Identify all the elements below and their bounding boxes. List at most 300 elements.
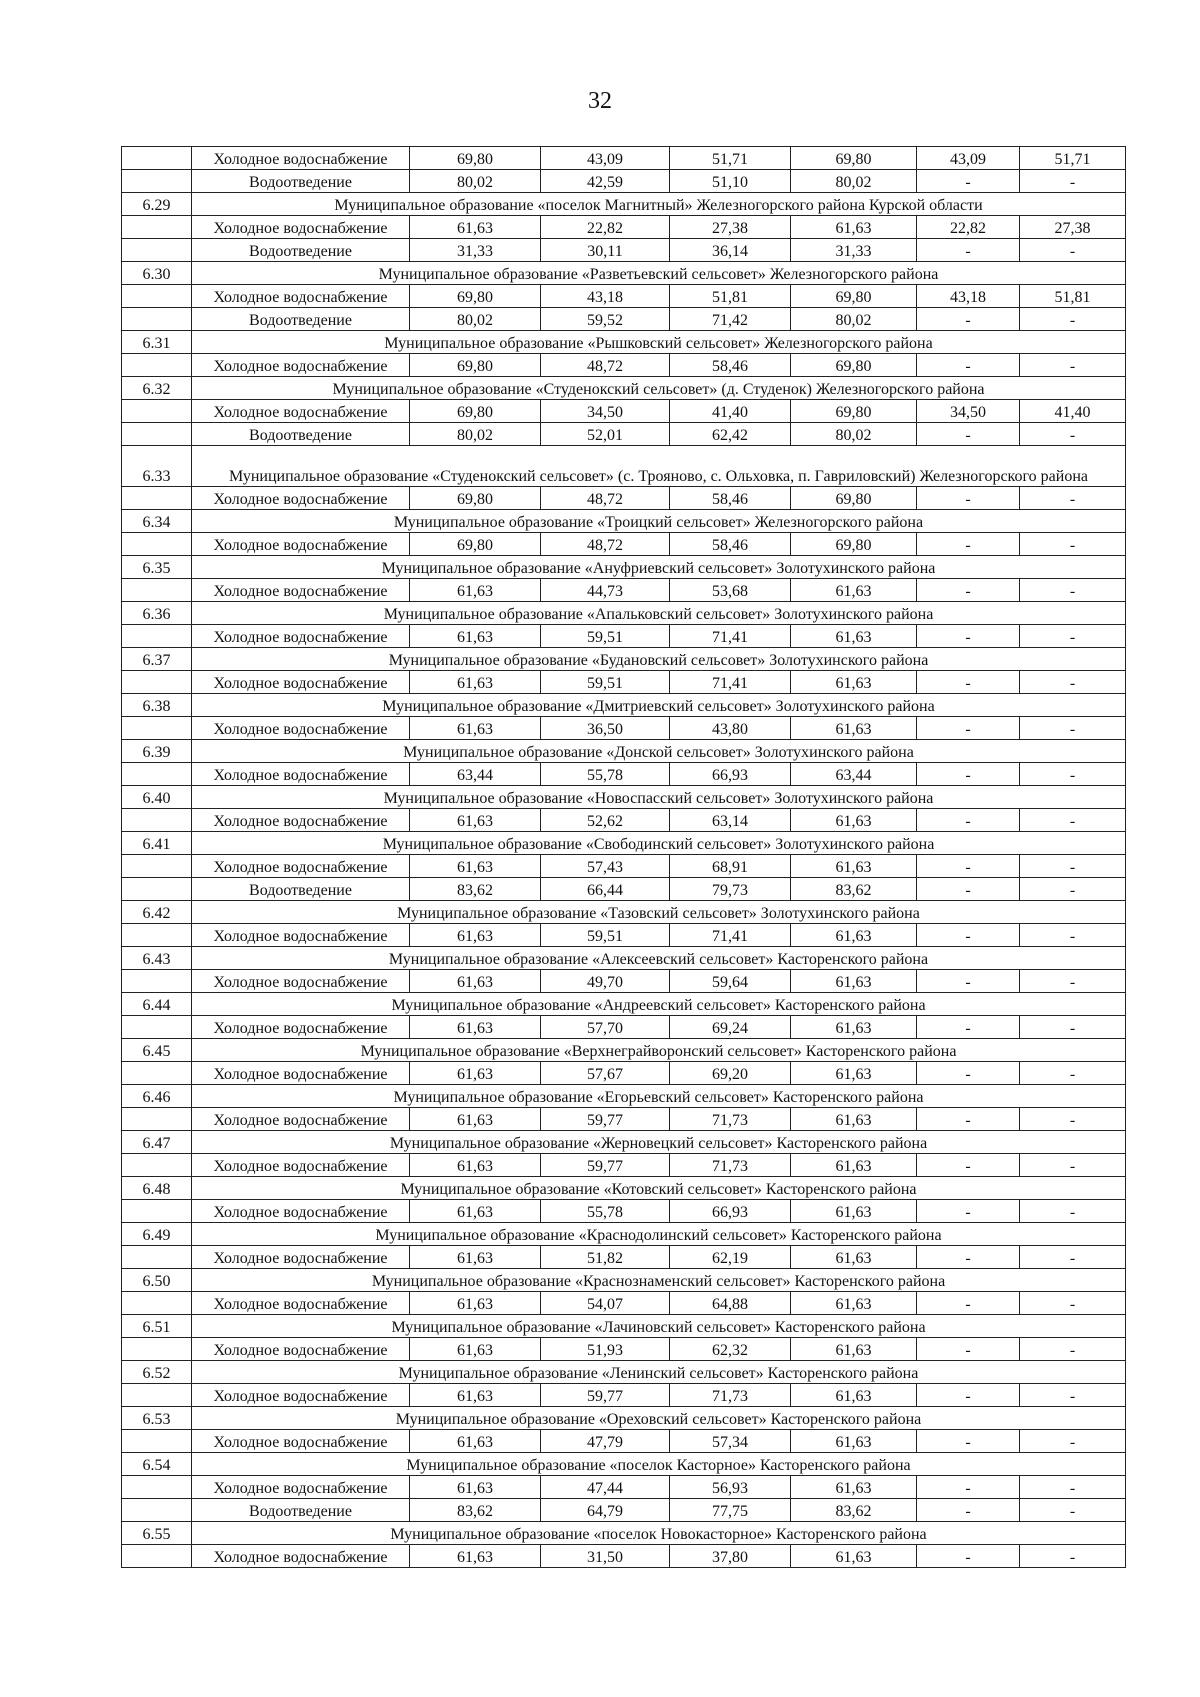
row-number — [122, 1430, 192, 1453]
tariff-value: - — [1020, 1545, 1126, 1568]
tariff-value: 58,46 — [670, 487, 791, 510]
tariff-value: 64,88 — [670, 1292, 791, 1315]
tariff-value: 51,82 — [541, 1246, 670, 1269]
tariff-value: 83,62 — [791, 878, 917, 901]
municipality-row — [122, 832, 1126, 855]
tariff-value: 62,19 — [670, 1246, 791, 1269]
tariff-value: 61,63 — [410, 809, 541, 832]
municipality-title: Муниципальное образование «Андреевский сельсовет» Касторенского района — [192, 993, 1126, 1016]
tariff-value: - — [1020, 1499, 1126, 1522]
table-row — [122, 717, 1126, 740]
tariff-value: 52,01 — [541, 423, 670, 446]
tariff-value: 61,63 — [410, 1200, 541, 1223]
tariff-value: 61,63 — [791, 855, 917, 878]
row-number — [122, 533, 192, 556]
tariff-value: 77,75 — [670, 1499, 791, 1522]
table-row — [122, 400, 1126, 423]
tariff-value: - — [917, 970, 1020, 993]
tariff-value: 80,02 — [410, 423, 541, 446]
tariff-value: 61,63 — [791, 671, 917, 694]
tariff-value: - — [1020, 878, 1126, 901]
tariff-value: 34,50 — [917, 400, 1020, 423]
table-row — [122, 1108, 1126, 1131]
tariff-value: 80,02 — [410, 170, 541, 193]
tariff-value: 61,63 — [410, 625, 541, 648]
tariff-value: 59,51 — [541, 625, 670, 648]
tariff-value: - — [1020, 487, 1126, 510]
tariff-value: - — [1020, 763, 1126, 786]
tariff-value: - — [1020, 717, 1126, 740]
municipality-row — [122, 1269, 1126, 1292]
municipality-title: Муниципальное образование «поселок Новокасторное» Касторенского района — [192, 1522, 1126, 1545]
tariff-value: 61,63 — [791, 1384, 917, 1407]
tariff-value: 83,62 — [410, 878, 541, 901]
service-name: Водоотведение — [192, 170, 410, 193]
tariff-value: 61,63 — [791, 1246, 917, 1269]
municipality-title: Муниципальное образование «Будановский сельсовет» Золотухинского района — [192, 648, 1126, 671]
tariff-value: 31,33 — [410, 239, 541, 262]
service-name: Холодное водоснабжение — [192, 763, 410, 786]
row-number: 6.39 — [122, 740, 192, 763]
row-number — [122, 1292, 192, 1315]
row-number — [122, 1108, 192, 1131]
tariff-value: 61,63 — [410, 671, 541, 694]
tariff-value: - — [917, 354, 1020, 377]
municipality-title: Муниципальное образование «Апальковский сельсовет» Золотухинского района — [192, 602, 1126, 625]
table-row — [122, 1476, 1126, 1499]
table-row — [122, 625, 1126, 648]
tariff-value: 61,63 — [791, 1108, 917, 1131]
tariff-value: - — [917, 533, 1020, 556]
tariff-value: 61,63 — [410, 1430, 541, 1453]
municipality-title: Муниципальное образование «поселок Магнитный» Железногорского района Курской области — [192, 193, 1126, 216]
row-number: 6.43 — [122, 947, 192, 970]
row-number: 6.29 — [122, 193, 192, 216]
tariff-value: - — [1020, 1384, 1126, 1407]
tariff-value: 61,63 — [791, 579, 917, 602]
table-row — [122, 579, 1126, 602]
tariff-value: 48,72 — [541, 533, 670, 556]
tariff-value: 61,63 — [410, 579, 541, 602]
tariff-value: - — [917, 763, 1020, 786]
tariff-value: - — [917, 924, 1020, 947]
municipality-title: Муниципальное образование «Ленинский сельсовет» Касторенского района — [192, 1361, 1126, 1384]
tariff-value: 31,33 — [791, 239, 917, 262]
tariff-value: 64,79 — [541, 1499, 670, 1522]
municipality-row — [122, 262, 1126, 285]
municipality-title: Муниципальное образование «Алексеевский сельсовет» Касторенского района — [192, 947, 1126, 970]
tariff-value: - — [1020, 1200, 1126, 1223]
tariff-value: 69,80 — [410, 285, 541, 308]
row-number — [122, 625, 192, 648]
tariff-value: - — [917, 878, 1020, 901]
service-name: Холодное водоснабжение — [192, 533, 410, 556]
tariff-value: 42,59 — [541, 170, 670, 193]
tariff-value: 36,50 — [541, 717, 670, 740]
table-row — [122, 239, 1126, 262]
tariff-value: - — [1020, 1246, 1126, 1269]
service-name: Холодное водоснабжение — [192, 1384, 410, 1407]
row-number — [122, 354, 192, 377]
service-name: Водоотведение — [192, 239, 410, 262]
tariff-value: 69,20 — [670, 1062, 791, 1085]
tariff-value: 63,14 — [670, 809, 791, 832]
service-name: Водоотведение — [192, 308, 410, 331]
tariff-value: 69,80 — [410, 487, 541, 510]
tariff-value: 69,24 — [670, 1016, 791, 1039]
municipality-title: Муниципальное образование «Свободинский сельсовет» Золотухинского района — [192, 832, 1126, 855]
tariff-value: 61,63 — [410, 1154, 541, 1177]
tariff-value: - — [1020, 239, 1126, 262]
tariff-value: 61,63 — [410, 216, 541, 239]
tariff-value: 30,11 — [541, 239, 670, 262]
table-row — [122, 170, 1126, 193]
table-row — [122, 1062, 1126, 1085]
tariff-value: 59,77 — [541, 1384, 670, 1407]
service-name: Холодное водоснабжение — [192, 1476, 410, 1499]
tariff-value: 71,73 — [670, 1384, 791, 1407]
service-name: Холодное водоснабжение — [192, 855, 410, 878]
service-name: Холодное водоснабжение — [192, 671, 410, 694]
tariff-value: 44,73 — [541, 579, 670, 602]
tariff-value: 61,63 — [791, 1476, 917, 1499]
tariff-value: 69,80 — [791, 354, 917, 377]
row-number — [122, 763, 192, 786]
municipality-title: Муниципальное образование «Лачиновский сельсовет» Касторенского района — [192, 1315, 1126, 1338]
tariff-value: 57,67 — [541, 1062, 670, 1085]
page-number: 32 — [588, 88, 612, 114]
municipality-title: Муниципальное образование «Новоспасский сельсовет» Золотухинского района — [192, 786, 1126, 809]
tariff-value: 83,62 — [410, 1499, 541, 1522]
tariff-value: 63,44 — [791, 763, 917, 786]
tariff-value: - — [917, 308, 1020, 331]
tariff-value: 83,62 — [791, 1499, 917, 1522]
service-name: Холодное водоснабжение — [192, 147, 410, 170]
service-name: Холодное водоснабжение — [192, 1545, 410, 1568]
municipality-title: Муниципальное образование «Краснодолинский сельсовет» Касторенского района — [192, 1223, 1126, 1246]
tariff-value: - — [1020, 671, 1126, 694]
tariff-value: 43,18 — [917, 285, 1020, 308]
row-number: 6.32 — [122, 377, 192, 400]
tariff-value: 61,63 — [410, 1246, 541, 1269]
municipality-title: Муниципальное образование «Разветьевский сельсовет» Железногорского района — [192, 262, 1126, 285]
row-number — [122, 308, 192, 331]
tariff-value: 61,63 — [791, 1545, 917, 1568]
row-number — [122, 970, 192, 993]
table-row — [122, 147, 1126, 170]
tariff-value: 61,63 — [410, 1384, 541, 1407]
tariff-value: 58,46 — [670, 533, 791, 556]
municipality-row — [122, 377, 1126, 400]
tariff-value: 61,63 — [791, 1016, 917, 1039]
municipality-title: Муниципальное образование «Верхнеграйворонский сельсовет» Касторенского района — [192, 1039, 1126, 1062]
tariff-value: - — [917, 671, 1020, 694]
tariff-value: - — [917, 579, 1020, 602]
tariff-value: - — [917, 1384, 1020, 1407]
tariff-value: 43,18 — [541, 285, 670, 308]
tariff-value: 80,02 — [791, 170, 917, 193]
table-row — [122, 533, 1126, 556]
municipality-row — [122, 510, 1126, 533]
tariff-value: - — [1020, 1108, 1126, 1131]
tariff-value: 49,70 — [541, 970, 670, 993]
service-name: Холодное водоснабжение — [192, 1200, 410, 1223]
tariff-value: - — [917, 170, 1020, 193]
tariff-value: 69,80 — [410, 354, 541, 377]
tariff-value: 41,40 — [1020, 400, 1126, 423]
tariff-value: 22,82 — [541, 216, 670, 239]
tariff-value: - — [917, 1062, 1020, 1085]
tariff-value: 57,43 — [541, 855, 670, 878]
municipality-row — [122, 1039, 1126, 1062]
row-number — [122, 1384, 192, 1407]
tariff-value: 63,44 — [410, 763, 541, 786]
tariff-value: - — [1020, 855, 1126, 878]
tariff-value: 61,63 — [791, 970, 917, 993]
row-number: 6.55 — [122, 1522, 192, 1545]
service-name: Холодное водоснабжение — [192, 924, 410, 947]
tariff-value: 66,93 — [670, 763, 791, 786]
row-number — [122, 216, 192, 239]
municipality-row — [122, 1177, 1126, 1200]
municipality-title: Муниципальное образование «Студенокский сельсовет» (с. Трояново, с. Ольховка, п. Гавриловский) Железногорского района — [192, 446, 1126, 487]
municipality-title: Муниципальное образование «Тазовский сельсовет» Золотухинского района — [192, 901, 1126, 924]
municipality-title: Муниципальное образование «Рышковский сельсовет» Железногорского района — [192, 331, 1126, 354]
tariff-value: - — [917, 487, 1020, 510]
row-number: 6.47 — [122, 1131, 192, 1154]
row-number — [122, 1246, 192, 1269]
service-name: Холодное водоснабжение — [192, 1338, 410, 1361]
row-number: 6.42 — [122, 901, 192, 924]
municipality-title: Муниципальное образование «Донской сельсовет» Золотухинского района — [192, 740, 1126, 763]
row-number: 6.36 — [122, 602, 192, 625]
tariff-value: 62,42 — [670, 423, 791, 446]
tariff-value: 66,93 — [670, 1200, 791, 1223]
tariff-value: 53,68 — [670, 579, 791, 602]
tariff-value: - — [917, 1430, 1020, 1453]
tariff-value: 59,64 — [670, 970, 791, 993]
row-number: 6.49 — [122, 1223, 192, 1246]
municipality-row — [122, 1315, 1126, 1338]
row-number — [122, 487, 192, 510]
tariff-value: 51,93 — [541, 1338, 670, 1361]
row-number: 6.50 — [122, 1269, 192, 1292]
tariff-value: - — [917, 423, 1020, 446]
service-name: Холодное водоснабжение — [192, 1154, 410, 1177]
row-number — [122, 400, 192, 423]
service-name: Водоотведение — [192, 423, 410, 446]
tariff-value: 51,71 — [670, 147, 791, 170]
municipality-title: Муниципальное образование «Дмитриевский сельсовет» Золотухинского района — [192, 694, 1126, 717]
tariff-value: 48,72 — [541, 354, 670, 377]
tariff-value: - — [917, 1476, 1020, 1499]
service-name: Холодное водоснабжение — [192, 1430, 410, 1453]
tariff-value: 51,10 — [670, 170, 791, 193]
service-name: Водоотведение — [192, 878, 410, 901]
tariff-value: - — [1020, 924, 1126, 947]
service-name: Холодное водоснабжение — [192, 1246, 410, 1269]
service-name: Холодное водоснабжение — [192, 1016, 410, 1039]
table-row — [122, 308, 1126, 331]
municipality-title: Муниципальное образование «Ануфриевский сельсовет» Золотухинского района — [192, 556, 1126, 579]
tariff-value: 69,80 — [791, 147, 917, 170]
table-row — [122, 1200, 1126, 1223]
table-row — [122, 285, 1126, 308]
row-number — [122, 1016, 192, 1039]
tariff-value: - — [917, 1154, 1020, 1177]
tariff-value: 61,63 — [410, 1108, 541, 1131]
tariff-value: - — [1020, 1430, 1126, 1453]
tariff-value: - — [917, 1016, 1020, 1039]
tariff-value: - — [1020, 308, 1126, 331]
service-name: Холодное водоснабжение — [192, 354, 410, 377]
table-row — [122, 671, 1126, 694]
tariff-value: 34,50 — [541, 400, 670, 423]
tariff-value: 61,63 — [410, 970, 541, 993]
row-number: 6.44 — [122, 993, 192, 1016]
tariff-value: 27,38 — [1020, 216, 1126, 239]
tariff-value: 61,63 — [791, 717, 917, 740]
service-name: Холодное водоснабжение — [192, 1062, 410, 1085]
row-number — [122, 147, 192, 170]
service-name: Водоотведение — [192, 1499, 410, 1522]
municipality-row — [122, 694, 1126, 717]
tariff-value: 59,77 — [541, 1108, 670, 1131]
row-number — [122, 1476, 192, 1499]
row-number: 6.37 — [122, 648, 192, 671]
row-number — [122, 1154, 192, 1177]
municipality-title: Муниципальное образование «Ореховский сельсовет» Касторенского района — [192, 1407, 1126, 1430]
table-row — [122, 1016, 1126, 1039]
tariff-value: - — [917, 809, 1020, 832]
tariff-value: - — [1020, 170, 1126, 193]
tariff-value: 62,32 — [670, 1338, 791, 1361]
municipality-row — [122, 1522, 1126, 1545]
tariff-value: 36,14 — [670, 239, 791, 262]
table-row — [122, 1545, 1126, 1568]
row-number: 6.30 — [122, 262, 192, 285]
tariff-value: 47,44 — [541, 1476, 670, 1499]
municipality-row — [122, 556, 1126, 579]
row-number — [122, 878, 192, 901]
tariff-value: 61,63 — [791, 1154, 917, 1177]
municipality-row — [122, 1361, 1126, 1384]
tariff-value: 51,71 — [1020, 147, 1126, 170]
tariff-value: 68,91 — [670, 855, 791, 878]
municipality-row — [122, 740, 1126, 763]
tariff-value: 58,46 — [670, 354, 791, 377]
tariff-value: - — [1020, 1016, 1126, 1039]
row-number: 6.34 — [122, 510, 192, 533]
tariff-value: 69,80 — [410, 533, 541, 556]
municipality-title: Муниципальное образование «Жерновецкий сельсовет» Касторенского района — [192, 1131, 1126, 1154]
row-number — [122, 924, 192, 947]
tariff-value: 43,09 — [917, 147, 1020, 170]
table-row — [122, 809, 1126, 832]
tariff-value: - — [1020, 625, 1126, 648]
service-name: Холодное водоснабжение — [192, 285, 410, 308]
tariff-value: 43,80 — [670, 717, 791, 740]
tariff-value: 71,41 — [670, 924, 791, 947]
tariff-value: 31,50 — [541, 1545, 670, 1568]
tariff-value: 54,07 — [541, 1292, 670, 1315]
table-row — [122, 855, 1126, 878]
tariff-value: 59,77 — [541, 1154, 670, 1177]
table-row — [122, 1292, 1126, 1315]
tariff-value: - — [917, 1338, 1020, 1361]
tariff-value: 27,38 — [670, 216, 791, 239]
tariff-value: 61,63 — [410, 855, 541, 878]
tariff-value: - — [917, 239, 1020, 262]
tariff-value: - — [917, 717, 1020, 740]
tariff-value: 71,41 — [670, 625, 791, 648]
municipality-row — [122, 786, 1126, 809]
tariff-value: 61,63 — [410, 1545, 541, 1568]
tariff-value: 69,80 — [410, 400, 541, 423]
tariff-value: - — [917, 625, 1020, 648]
row-number: 6.54 — [122, 1453, 192, 1476]
tariff-value: 55,78 — [541, 763, 670, 786]
row-number — [122, 170, 192, 193]
table-row — [122, 878, 1126, 901]
row-number — [122, 1338, 192, 1361]
tariff-value: - — [917, 1499, 1020, 1522]
tariff-value: - — [1020, 1154, 1126, 1177]
municipality-row — [122, 1223, 1126, 1246]
table-row — [122, 763, 1126, 786]
tariff-value: 61,63 — [791, 1338, 917, 1361]
municipality-row — [122, 1085, 1126, 1108]
tariff-value: 71,73 — [670, 1154, 791, 1177]
row-number — [122, 579, 192, 602]
municipality-title: Муниципальное образование «Троицкий сельсовет» Железногорского района — [192, 510, 1126, 533]
row-number — [122, 285, 192, 308]
row-number: 6.38 — [122, 694, 192, 717]
row-number — [122, 1499, 192, 1522]
tariff-value: 69,80 — [791, 400, 917, 423]
table-row — [122, 354, 1126, 377]
municipality-row — [122, 993, 1126, 1016]
table-row — [122, 1338, 1126, 1361]
service-name: Холодное водоснабжение — [192, 216, 410, 239]
municipality-row — [122, 947, 1126, 970]
tariff-value: - — [1020, 579, 1126, 602]
service-name: Холодное водоснабжение — [192, 1292, 410, 1315]
row-number: 6.48 — [122, 1177, 192, 1200]
tariff-value: - — [917, 1200, 1020, 1223]
service-name: Холодное водоснабжение — [192, 625, 410, 648]
row-number: 6.51 — [122, 1315, 192, 1338]
tariff-value: 61,63 — [791, 1430, 917, 1453]
tariff-value: 61,63 — [791, 924, 917, 947]
tariff-value: 61,63 — [410, 924, 541, 947]
tariff-value: 66,44 — [541, 878, 670, 901]
tariff-value: 59,52 — [541, 308, 670, 331]
tariff-value: 69,80 — [410, 147, 541, 170]
tariff-value: 41,40 — [670, 400, 791, 423]
tariff-value: - — [917, 1545, 1020, 1568]
row-number: 6.46 — [122, 1085, 192, 1108]
tariff-value: 51,81 — [1020, 285, 1126, 308]
tariff-value: 61,63 — [791, 625, 917, 648]
tariff-value: 61,63 — [791, 1062, 917, 1085]
tariff-value: 80,02 — [791, 308, 917, 331]
tariff-value: - — [1020, 533, 1126, 556]
tariff-value: - — [1020, 1062, 1126, 1085]
tariff-value: - — [1020, 423, 1126, 446]
tariff-value: 69,80 — [791, 487, 917, 510]
tariff-value: 61,63 — [791, 216, 917, 239]
